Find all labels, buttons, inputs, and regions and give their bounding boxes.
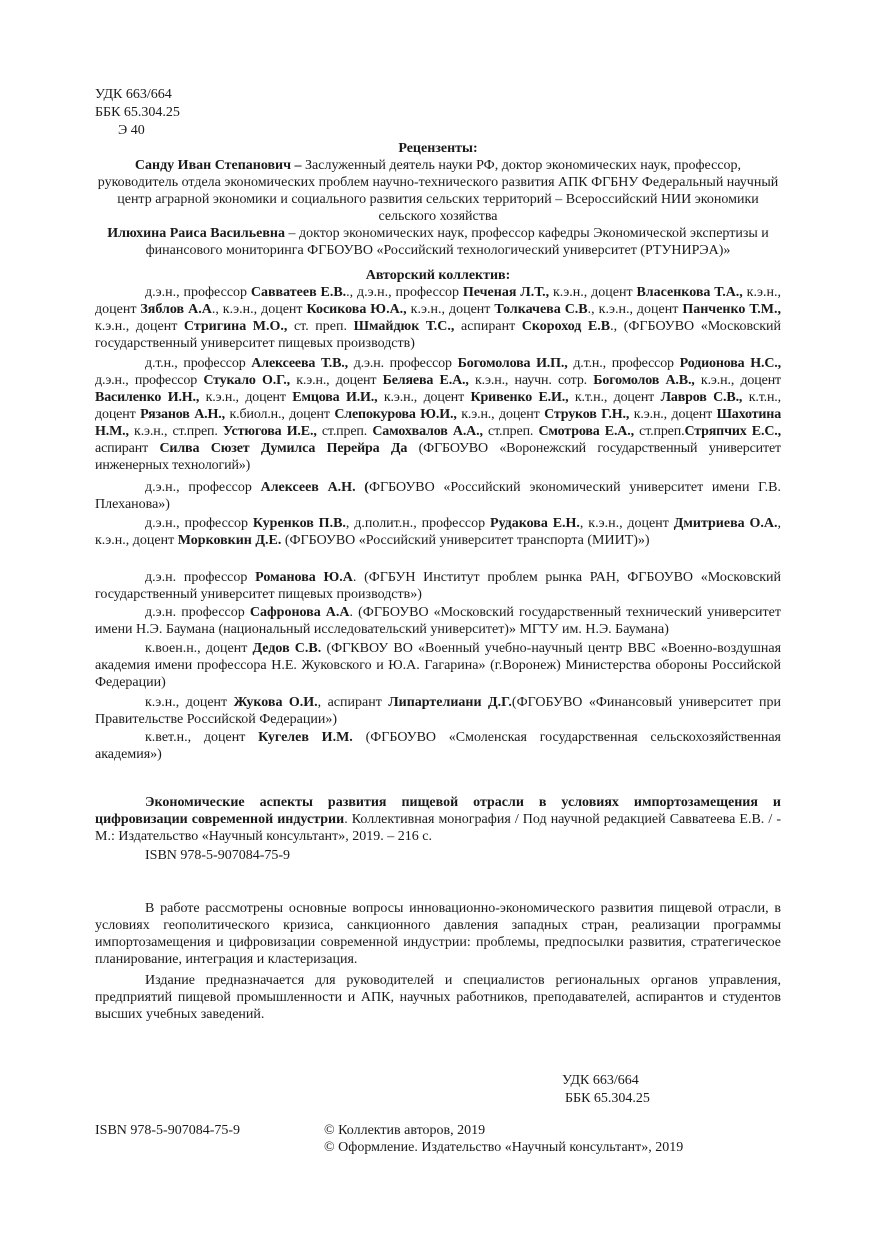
author-group-4 (95, 515, 781, 549)
author-text: . (ФГБОУВО «Московский государственный технический университет имени Н.Э. Баумана (национальный исследовательский университет)» МГТУ им. Н.Э. Баумана) (95, 605, 781, 637)
author-text: к.э.н., доцент (145, 695, 234, 710)
copyright-block (324, 1122, 784, 1156)
author-text: ст. преп. (287, 319, 354, 334)
author-name: Алексеев А.Н. ( (260, 480, 369, 495)
author-name: Силва Сюзет Думилса Перейра Да (159, 441, 408, 456)
copyright-authors: © Коллектив авторов, 2019 (324, 1123, 486, 1138)
author-name: Дедов С.В. (252, 641, 322, 656)
author-name: Панченко Т.М., (682, 302, 781, 317)
author-text: д.т.н., профессор (567, 356, 680, 371)
author-group-8 (95, 694, 781, 728)
author-text: д.э.н. профессор (145, 605, 250, 620)
book-title: Экономические аспекты развития пищевой отрасли в условиях импортозамещения и цифровизации современной индустрии (95, 795, 781, 827)
author-name: Власенкова Т.А., (636, 285, 743, 300)
annotation-paragraph-2: Издание предназначается для руководителей и специалистов региональных органов управления, предприятий пищевой промышленности и АПК, научных работников, преподавателей, аспирантов и студентов высших учебных заведений. (95, 973, 781, 1022)
author-text: к.воен.н., доцент (145, 641, 253, 656)
author-name: Романова Ю.А (255, 570, 353, 585)
author-text: к.э.н., доцент (629, 407, 717, 422)
author-text: к.э.н., доцент (694, 373, 782, 388)
annotation-paragraph-1: В работе рассмотрены основные вопросы инновационно-экономического развития пищевой отрасли, в условиях геополитического кризиса, санкционного давления западных стран, реализации программы импортозамещения и цифровизации современной индустрии: проблемы, предпосылки развития, стратегическое планирование, интеграция и кластеризация. (95, 901, 781, 967)
author-text: д.э.н., профессор (145, 285, 251, 300)
author-group-9 (95, 729, 781, 763)
author-name: Печеная Л.Т., (462, 285, 550, 300)
author-text: к.э.н., доцент (377, 390, 471, 405)
author-name: Липартелиани Д.Г. (388, 695, 512, 710)
citation-details: . Коллективная монография / Под научной редакцией Савватеева Е.В. / - М.: Издательство «Научный консультант», 2019. – 216 с. (95, 812, 781, 844)
footer-bbk: ББК 65.304.25 (565, 1091, 650, 1106)
reviewer-2-name: Илюхина Раиса Васильевна (107, 226, 285, 241)
author-text: к.э.н., доцент (456, 407, 545, 422)
author-name: Смотрова Е.А., (538, 424, 634, 439)
author-group-1 (95, 284, 781, 352)
author-text: д.э.н. профессор (347, 356, 458, 371)
author-name: Слепокурова Ю.И., (334, 407, 457, 422)
author-text: , к.э.н., доцент (95, 516, 781, 548)
author-name: Струков Г.Н., (544, 407, 630, 422)
author-text: к.э.н., доцент (290, 373, 383, 388)
author-name: Зяблов А.А (140, 302, 212, 317)
author-name: Морковкин Д.Е. (177, 533, 282, 548)
author-group-7 (95, 640, 781, 691)
author-text: к.т.н., доцент (95, 390, 782, 422)
author-name: Родионова Н.С., (679, 356, 781, 371)
classification-header (95, 86, 295, 140)
author-text: (ФГОБУВО «Финансовый университет при Правительстве Российской Федерации») (95, 695, 781, 727)
author-name: Кривенко Е.И., (470, 390, 569, 405)
author-text: к.э.н., доцент (549, 285, 637, 300)
author-text: ст.преп. (482, 424, 539, 439)
authors-heading: Авторский коллектив: (365, 268, 511, 283)
author-group-3 (95, 479, 781, 513)
author-text: к.вет.н., доцент (145, 730, 259, 745)
author-text: к.э.н., доцент (95, 319, 184, 334)
author-text: ФГБОУВО «Российский экономический университет имени Г.В. Плеханова») (95, 480, 781, 512)
author-text: к.биол.н., доцент (224, 407, 335, 422)
author-text: ., (ФГБОУВО «Московский государственный университет пищевых производств) (95, 319, 781, 351)
author-text: д.э.н., профессор (145, 516, 253, 531)
udk-code: УДК 663/664 (95, 87, 172, 102)
author-name: Алексеева Т.В., (251, 356, 348, 371)
author-text: , аспирант (317, 695, 389, 710)
author-name: Лавров С.В., (660, 390, 743, 405)
author-name: Стряпчих Е.С., (684, 424, 781, 439)
author-text: д.э.н., профессор (95, 373, 204, 388)
author-name: Емцова И.И., (292, 390, 378, 405)
reviewer-2 (95, 225, 781, 259)
author-name: Скороход Е.В (521, 319, 611, 334)
author-text: , д.полит.н., профессор (345, 516, 490, 531)
author-name: Толкачева С.В (494, 302, 588, 317)
author-name: Савватеев Е.В. (250, 285, 347, 300)
reviewer-1-text: Заслуженный деятель науки РФ, доктор экономических наук, профессор, руководитель отдела экономических проблем научно-технического развития АПК ФГБНУ Федеральный научный центр аграрной экономики и социального развития сельских территорий – Всероссийский НИИ экономики сельского хозяйства (97, 158, 779, 224)
author-group-2 (95, 355, 781, 474)
author-text: д.э.н. профессор (145, 570, 256, 585)
author-name: Самохвалов А.А., (372, 424, 483, 439)
author-text: д.э.н., профессор (145, 480, 261, 495)
reviewer-1-name: Санду Иван Степанович – (134, 158, 302, 173)
author-text: ., к.э.н., доцент (587, 302, 683, 317)
author-text: ., к.э.н., доцент (211, 302, 307, 317)
author-name: Рязанов А.Н., (140, 407, 225, 422)
footer-classification (562, 1072, 762, 1108)
author-group-6 (95, 604, 781, 638)
author-name: Богомолова И.П., (457, 356, 568, 371)
author-name: Стригина М.О., (183, 319, 288, 334)
author-text: , к.э.н., доцент (579, 516, 674, 531)
author-text: к.э.н., научн. сотр. (468, 373, 594, 388)
author-text: аспирант (454, 319, 522, 334)
author-name: Кугелев И.М. (258, 730, 353, 745)
author-text: аспирант (95, 441, 160, 456)
author-text: (ФГБОУВО «Российский университет транспорта (МИИТ)») (281, 533, 650, 548)
copyright-design: © Оформление. Издательство «Научный консультант», 2019 (324, 1140, 684, 1155)
author-text: (ФГБОУВО «Смоленская государственная сельскохозяйственная академия») (95, 730, 781, 762)
author-name: Шахотина Н.М., (95, 407, 782, 439)
author-text: к.э.н., доцент (95, 285, 781, 317)
citation-isbn: ISBN 978-5-907084-75-9 (145, 848, 291, 863)
author-name: Шмайдюк Т.С., (353, 319, 455, 334)
author-text: к.т.н., доцент (568, 390, 661, 405)
author-text: ., д.э.н., профессор (346, 285, 463, 300)
author-text: д.т.н., профессор (145, 356, 252, 371)
author-name: Куренков П.В. (252, 516, 346, 531)
author-name: Жукова О.И. (233, 695, 318, 710)
author-name: Рудакова Е.Н. (490, 516, 580, 531)
reviewer-2-text: – доктор экономических наук, профессор кафедры Экономической экспертизы и финансового мониторинга ФГБОУВО «Российский технологический университет (РТУНИРЭА)» (145, 226, 769, 258)
author-name: Стукало О.Г., (203, 373, 290, 388)
author-text: к.э.н., ст.преп. (128, 424, 223, 439)
reviewers-heading: Рецензенты: (398, 141, 478, 156)
reviewer-1 (95, 157, 781, 225)
author-name: Василенко И.Н., (95, 390, 200, 405)
author-sign: Э 40 (118, 123, 145, 138)
author-text: к.э.н., доцент (199, 390, 293, 405)
footer-udk: УДК 663/664 (562, 1073, 639, 1088)
author-name: Дмитриева О.А. (673, 516, 778, 531)
author-name: Косикова Ю.А., (306, 302, 407, 317)
author-text: к.э.н., доцент (406, 302, 495, 317)
author-name: Устюгова И.Е., (222, 424, 317, 439)
bbk-code: ББК 65.304.25 (95, 105, 180, 120)
author-text: . (ФГБУН Институт проблем рынка РАН, ФГБОУВО «Московский государственный университет пищевых производств») (95, 570, 782, 602)
author-text: (ФГКВОУ ВО «Военный учебно-научный центр ВВС «Военно-воздушная академия имени профессора Н.Е. Жуковского и Ю.А. Гагарина» (г.Воронеж) Министерства обороны Российской Федерации) (95, 641, 782, 690)
author-name: Сафронова А.А (249, 605, 350, 620)
citation (95, 794, 781, 845)
author-text: ст.преп. (633, 424, 685, 439)
author-name: Богомолов А.В., (593, 373, 695, 388)
footer-isbn: ISBN 978-5-907084-75-9 (95, 1123, 241, 1138)
author-text: (ФГБОУВО «Воронежский государственный университет инженерных технологий») (95, 441, 782, 473)
author-name: Беляева Е.А., (382, 373, 469, 388)
author-group-5 (95, 569, 781, 603)
author-text: ст.преп. (316, 424, 373, 439)
